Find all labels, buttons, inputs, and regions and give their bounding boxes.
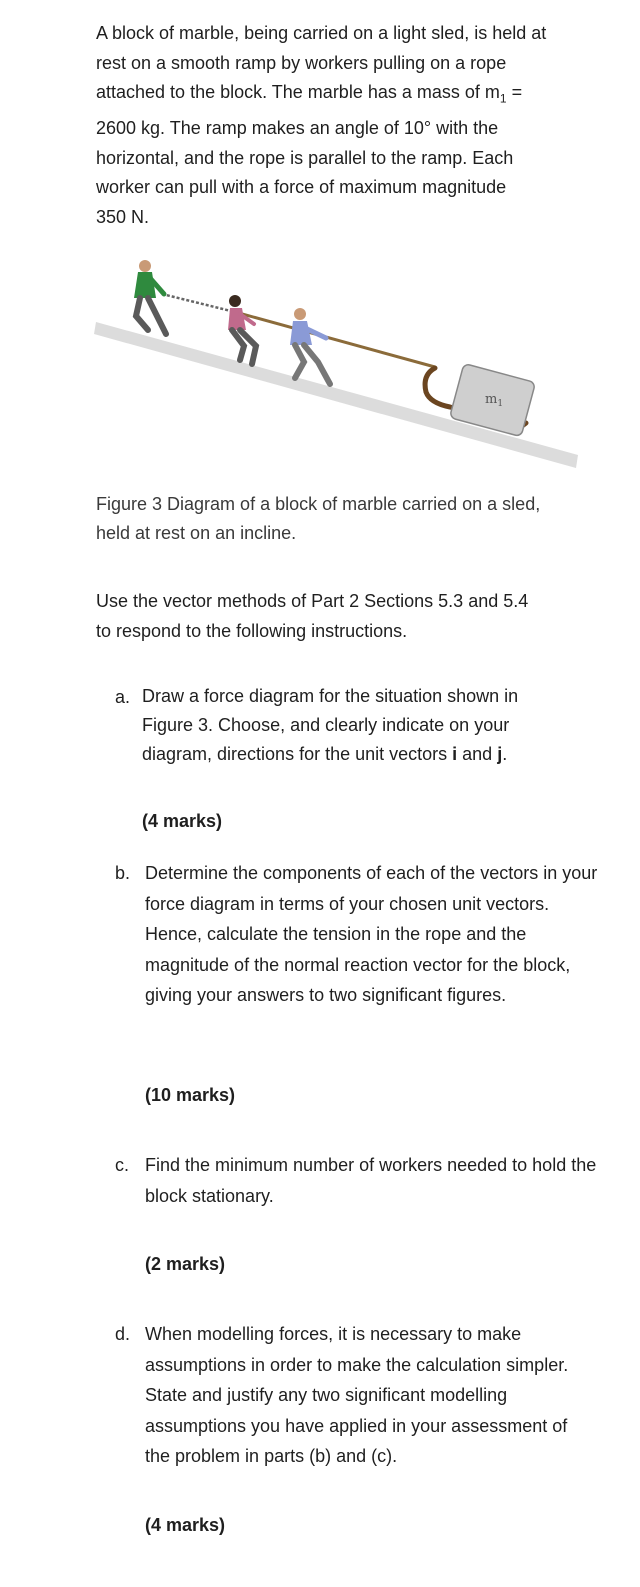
figure-caption xyxy=(96,490,596,548)
caption-line: Figure 3 Diagram of a block of marble carried on a sled, xyxy=(96,494,541,514)
instructions-line: Use the vector methods of Part 2 Sections 5.3 and 5.4 xyxy=(96,591,529,611)
question-text: Find the minimum number of workers needed to hold the block stationary. xyxy=(145,1155,597,1206)
intro-line: rest on a smooth ramp by workers pulling on a rope xyxy=(96,52,507,73)
caption-line: held at rest on an incline. xyxy=(96,523,297,543)
question-c xyxy=(115,1150,605,1211)
mass-subscript: 1 xyxy=(499,91,507,106)
worker-1 xyxy=(134,260,166,334)
rope-dotted xyxy=(162,294,235,312)
block-label: $m_1$ xyxy=(485,392,504,409)
question-letter: d. xyxy=(115,1324,131,1344)
question-b xyxy=(115,858,605,1011)
question-text: Determine the components of each of the vectors in your force diagram in terms of your chosen unit vectors. Hence, calculate the tension in the rope and the magnitude of the normal reaction vector for the block, giving your answers to two significant figures. xyxy=(145,863,598,1005)
question-a xyxy=(115,682,570,769)
worker-2 xyxy=(228,295,256,364)
instructions-paragraph xyxy=(96,587,596,646)
question-text-part: . xyxy=(502,744,508,764)
intro-line: horizontal, and the rope is parallel to the ramp. Each xyxy=(96,147,514,168)
intro-text: attached to the block. The marble has a mass of m xyxy=(96,82,500,102)
marks-a: (4 marks) xyxy=(142,811,223,831)
intro-line: 2600 kg. The ramp makes an angle of 10° with the xyxy=(96,118,499,139)
ramp-figure xyxy=(90,250,590,480)
question-text-part: and xyxy=(457,744,498,764)
unit-vector-j: j xyxy=(497,744,503,764)
ramp-illustration xyxy=(90,250,590,480)
question-d xyxy=(115,1319,585,1472)
intro-paragraph xyxy=(96,19,596,232)
question-letter: c. xyxy=(115,1155,130,1175)
marks-b: (10 marks) xyxy=(145,1085,236,1105)
intro-line: worker can pull with a force of maximum magnitude xyxy=(96,177,507,198)
intro-line: A block of marble, being carried on a light sled, is held at xyxy=(96,23,547,43)
instructions-line: to respond to the following instructions. xyxy=(96,620,408,641)
unit-vector-i: i xyxy=(452,744,458,764)
intro-text: = xyxy=(506,82,523,102)
question-text xyxy=(142,682,570,769)
worker-3 xyxy=(290,308,330,384)
intro-line xyxy=(96,78,596,114)
rope xyxy=(235,312,435,367)
question-text: When modelling forces, it is necessary to make assumptions in order to make the calculation simpler. State and justify any two significant modelling assumptions you have applied in your assessment of the problem in parts (b) and (c). xyxy=(145,1324,569,1466)
question-text-part: Draw a force diagram for the situation shown in Figure 3. Choose, and clearly indicate on your diagram, directions for the unit vectors xyxy=(142,686,519,764)
question-letter: a. xyxy=(115,687,131,707)
question-letter: b. xyxy=(115,863,131,883)
marks-c: (2 marks) xyxy=(145,1254,226,1274)
marks-d: (4 marks) xyxy=(145,1515,226,1535)
intro-line: 350 N. xyxy=(96,206,150,227)
